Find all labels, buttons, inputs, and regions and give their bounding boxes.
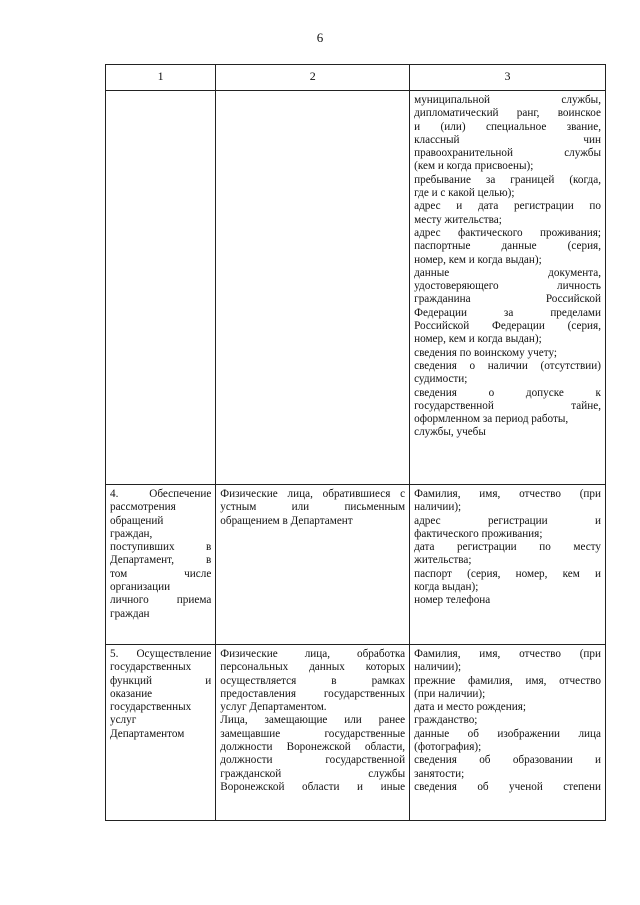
text-line: сведения об ученой степени (414, 780, 601, 793)
text-line: Департамент, в (110, 554, 212, 567)
text-line: государственной тайне, (414, 399, 601, 412)
text-line: государственных (110, 661, 192, 674)
text-line: граждан (110, 607, 150, 620)
text-line: Физические лица, обработка (220, 648, 406, 660)
text-line: номер, кем и когда выдан); (414, 333, 542, 346)
header-row (106, 65, 606, 91)
text-line: пребывание за границей (когда, (414, 173, 601, 186)
text-line: оформленном за период работы, (414, 413, 569, 426)
text-line: устным или письменным (220, 501, 406, 514)
text-line: адрес и дата регистрации по (414, 200, 601, 213)
text-line: судимости; (414, 373, 468, 386)
text-line: где и с какой целью); (414, 187, 515, 200)
text-line: Российской Федерации (серия, (414, 320, 601, 333)
text-line: правоохранительной службы (414, 147, 601, 160)
text-line: (при наличии); (414, 687, 486, 700)
cell-purpose (106, 645, 216, 821)
cell-subjects (216, 485, 410, 645)
text-line: дипломатический ранг, воинское (414, 107, 601, 120)
text-line: Федерации за пределами (414, 306, 601, 319)
text-line: занятости; (414, 767, 465, 780)
text-line: наличии); (414, 501, 462, 514)
text-line: замещавшие государственные (220, 727, 406, 740)
text-line: функций и (110, 674, 212, 687)
text-line: данные об изображении лица (414, 727, 601, 740)
text-line: муниципальной службы, (414, 94, 601, 106)
header-col-2: 2 (216, 65, 410, 91)
text-line: Воронежской области и иные (220, 780, 406, 793)
text-line: паспорт (серия, номер, кем и (414, 567, 601, 580)
text-line: предоставления государственных (220, 687, 406, 700)
text-line: прежние фамилия, имя, отчество (414, 674, 601, 687)
text-line: 5. Осуществление (110, 648, 212, 660)
text-line: дата регистрации по месту (414, 541, 601, 554)
cell-purpose (106, 485, 216, 645)
text-line: Департаментом (110, 727, 185, 740)
text-line: жительства; (414, 554, 472, 567)
text-line: организации (110, 581, 171, 594)
text-line: сведения о наличии (отсутствии) (414, 359, 601, 372)
cell-subjects (216, 91, 410, 485)
header-col-3: 3 (410, 65, 606, 91)
text-line: (фотография); (414, 741, 482, 754)
text-line: личного приема (110, 594, 212, 607)
table-row (106, 485, 606, 645)
text-line: гражданской службы (220, 767, 406, 780)
text-line: классный чин (414, 133, 601, 146)
text-line: оказание (110, 687, 153, 700)
table-row (106, 645, 606, 821)
text-line: номер, кем и когда выдан); (414, 253, 542, 266)
cell-purpose (106, 91, 216, 485)
text-line: персональных данных которых (220, 661, 406, 674)
text-line: данные документа, (414, 266, 601, 279)
header-col-1: 1 (106, 65, 216, 91)
text-line: месту жительства; (414, 213, 502, 226)
text-line: обращением в Департамент (220, 514, 353, 527)
text-line: паспортные данные (серия, (414, 240, 601, 253)
text-line: Физические лица, обратившиеся с (220, 488, 406, 500)
text-line: 4. Обеспечение (110, 488, 212, 500)
text-line: сведения по воинскому учету; (414, 346, 557, 359)
text-line: граждан, (110, 527, 153, 540)
cell-subjects (216, 645, 410, 821)
text-line: осуществляется в рамках (220, 674, 406, 687)
text-line: фактического проживания; (414, 527, 543, 540)
data-table (105, 64, 606, 821)
cell-data-list (410, 645, 606, 821)
text-line: гражданина Российской (414, 293, 601, 306)
text-line: государственных (110, 701, 192, 714)
text-line: сведения об образовании и (414, 754, 601, 767)
text-line: поступивших в (110, 541, 212, 554)
text-line: и (или) специальное звание, (414, 120, 601, 133)
text-line: службы, учебы (414, 426, 486, 439)
table-row (106, 91, 606, 485)
text-line: обращений (110, 514, 164, 527)
text-line: том числе (110, 567, 212, 580)
text-line: когда выдан); (414, 581, 479, 594)
text-line: услуг (110, 714, 137, 727)
text-line: услуг Департаментом. (220, 701, 327, 714)
text-line: (кем и когда присвоены); (414, 160, 534, 173)
text-line: номер телефона (414, 594, 491, 607)
text-line: адрес регистрации и (414, 514, 601, 527)
text-line: гражданство; (414, 714, 478, 727)
cell-data-list (410, 91, 606, 485)
text-line: удостоверяющего личность (414, 280, 601, 293)
cell-data-list (410, 485, 606, 645)
text-line: рассмотрения (110, 501, 176, 514)
text-line: наличии); (414, 661, 462, 674)
text-line: Фамилия, имя, отчество (при (414, 648, 601, 660)
text-line: Фамилия, имя, отчество (при (414, 488, 601, 500)
text-line: должности государственной (220, 754, 406, 767)
text-line: сведения о допуске к (414, 386, 601, 399)
text-line: должности Воронежской области, (220, 741, 406, 754)
text-line: Лица, замещающие или ранее (220, 714, 406, 727)
text-line: дата и место рождения; (414, 701, 526, 714)
page-number: 6 (316, 30, 324, 45)
text-line: адрес фактического проживания; (414, 226, 601, 239)
